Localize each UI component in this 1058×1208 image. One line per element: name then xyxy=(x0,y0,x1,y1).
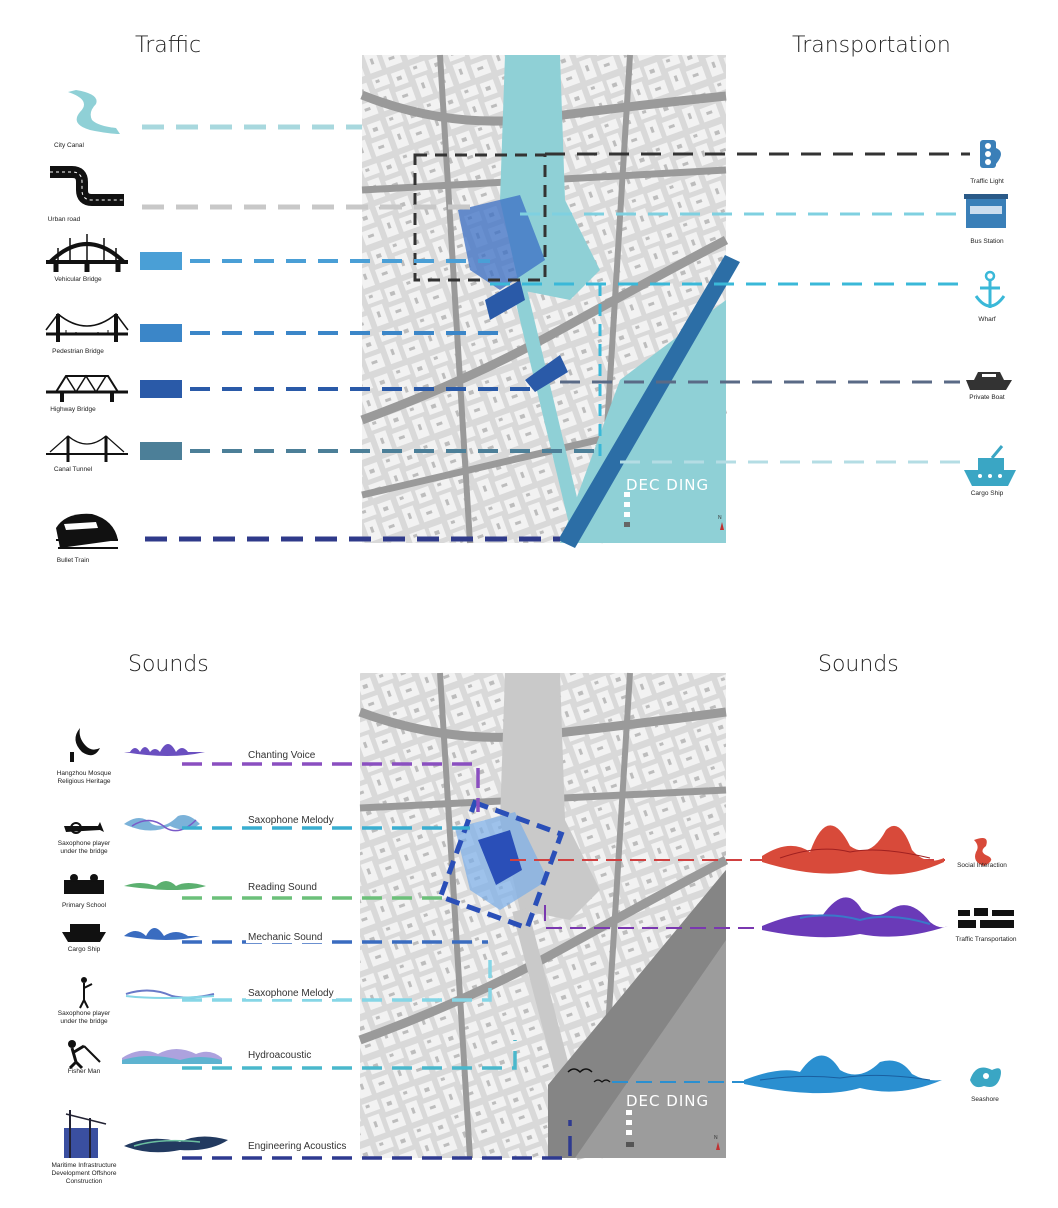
traffic-transportation-icon xyxy=(958,908,1014,928)
sound-source-label: Saxophone player under the bridge xyxy=(57,1010,111,1025)
bus-station-icon xyxy=(964,194,1008,228)
transportation-heading: Transportation xyxy=(792,33,951,58)
bottom-map xyxy=(360,673,726,1158)
anchor-icon xyxy=(976,272,1004,308)
fisherman-icon xyxy=(68,1040,100,1068)
compass-label-top: N xyxy=(718,515,722,521)
traffic-label-city-canal: City Canal xyxy=(54,142,84,149)
canal-tunnel-icon xyxy=(46,436,128,462)
traffic-label-bullet-train: Bullet Train xyxy=(56,557,90,564)
sound-source-label: Maritime Infrastructure Development Offshore Construction xyxy=(51,1162,117,1185)
transport-label-cargo-ship: Cargo Ship xyxy=(970,490,1004,497)
sound-source-label: Fisher Man xyxy=(67,1068,101,1075)
traffic-label-vehicular-bridge: Vehicular Bridge xyxy=(54,276,102,283)
city-canal-icon xyxy=(68,90,120,134)
sound-right-label: Social Interaction xyxy=(957,862,1007,869)
urban-road-icon xyxy=(50,172,124,200)
sound-source-label: Saxophone player under the bridge xyxy=(57,840,111,855)
sound-type-label: Saxophone Melody xyxy=(248,988,334,999)
cargo-ship-small-icon xyxy=(62,924,106,942)
sounds-right-heading: Sounds xyxy=(818,652,899,677)
private-boat-icon xyxy=(966,372,1012,390)
saxophone-player-icon xyxy=(80,977,92,1008)
traffic-label-canal-tunnel: Canal Tunnel xyxy=(53,466,93,473)
map-title-top: DEC DING xyxy=(626,476,710,494)
bullet-train-icon xyxy=(56,514,118,548)
transport-label-private-boat: Private Boat xyxy=(969,394,1005,401)
transport-label-bus-station: Bus Station xyxy=(970,238,1004,245)
saxophone-icon xyxy=(64,822,104,833)
pedestrian-bridge-icon xyxy=(46,314,128,342)
traffic-label-highway-bridge: Highway Bridge xyxy=(50,406,96,413)
cargo-ship-icon xyxy=(964,446,1016,486)
sound-right-label: Traffic Transportation xyxy=(955,936,1017,943)
top-map xyxy=(362,55,740,548)
traffic-heading: Traffic xyxy=(135,33,202,58)
transport-label-traffic-light: Traffic Light xyxy=(970,178,1004,185)
sound-type-label: Engineering Acoustics xyxy=(248,1141,347,1152)
sound-type-label: Reading Sound xyxy=(248,882,317,893)
waveforms-left xyxy=(122,744,228,1152)
sound-type-label: Mechanic Sound xyxy=(248,932,323,943)
primary-school-icon xyxy=(64,874,104,894)
sound-type-label: Saxophone Melody xyxy=(248,815,334,826)
sound-right-label: Seashore xyxy=(971,1096,999,1103)
sound-source-label: Hangzhou Mosque Religious Heritage xyxy=(56,770,112,785)
traffic-label-urban-road: Urban road xyxy=(47,216,81,223)
waveforms-right xyxy=(744,825,948,1093)
sound-source-label: Cargo Ship xyxy=(67,946,101,953)
sound-type-label: Hydroacoustic xyxy=(248,1050,312,1061)
traffic-label-pedestrian-bridge: Pedestrian Bridge xyxy=(52,348,104,355)
sounds-left-heading: Sounds xyxy=(128,652,209,677)
traffic-light-icon xyxy=(980,140,1001,168)
sound-type-label: Chanting Voice xyxy=(248,750,316,761)
sound-source-label: Primary School xyxy=(61,902,107,909)
mosque-icon xyxy=(70,728,100,762)
transport-label-wharf: Wharf xyxy=(978,316,996,323)
construction-icon xyxy=(64,1110,106,1158)
map-title-bottom: DEC DING xyxy=(626,1092,710,1110)
vehicular-bridge-icon xyxy=(46,234,128,272)
highway-bridge-icon xyxy=(46,376,128,402)
seashore-icon xyxy=(970,1068,1001,1088)
compass-label-bottom: N xyxy=(714,1135,718,1141)
